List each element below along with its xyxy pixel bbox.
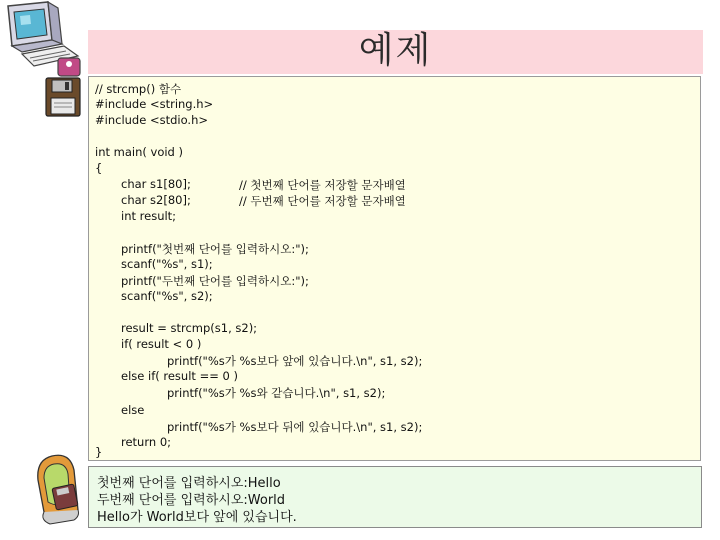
code-line: } <box>95 445 103 459</box>
code-listing <box>88 76 701 461</box>
code-line: printf("%s가 %s보다 뒤에 있습니다.\n", s1, s2); <box>167 420 423 434</box>
floppy-disk-icon <box>44 76 84 120</box>
output-line: Hello가 World보다 앞에 있습니다. <box>97 510 297 525</box>
code-line: printf("%s가 %s보다 앞에 있습니다.\n", s1, s2); <box>167 354 423 368</box>
computer-icon <box>0 0 86 80</box>
code-line: else if( result == 0 ) <box>121 369 238 383</box>
code-line: else <box>121 403 145 417</box>
code-line: char s1[80]; <box>121 177 191 191</box>
code-line: scanf("%s", s2); <box>121 289 213 303</box>
code-line: return 0; <box>121 435 172 449</box>
code-line: printf("두번째 단어를 입력하시오:"); <box>121 274 309 288</box>
code-line: { <box>95 161 103 175</box>
code-line: printf("%s가 %s와 같습니다.\n", s1, s2); <box>167 386 386 400</box>
output-line: 첫번째 단어를 입력하시오:Hello <box>97 476 281 491</box>
code-line: int main( void ) <box>95 145 184 159</box>
code-line: #include <string.h> <box>95 97 214 111</box>
code-line: result = strcmp(s1, s2); <box>121 321 258 335</box>
code-comment: // 두번째 단어를 저장할 문자배열 <box>239 194 406 208</box>
code-line: // strcmp() 함수 <box>95 82 182 96</box>
code-line: if( result < 0 ) <box>121 337 202 351</box>
code-line: printf("첫번째 단어를 입력하시오:"); <box>121 242 309 256</box>
code-comment: // 첫번째 단어를 저장할 문자배열 <box>239 178 406 192</box>
code-line: int result; <box>121 209 177 223</box>
code-line: scanf("%s", s1); <box>121 257 213 271</box>
eject-disk-icon <box>30 450 88 528</box>
code-line: char s2[80]; <box>121 193 191 207</box>
program-output <box>88 466 702 528</box>
code-line: #include <stdio.h> <box>95 113 209 127</box>
output-line: 두번째 단어를 입력하시오:World <box>97 493 286 508</box>
page-title: 예제 <box>358 30 433 71</box>
